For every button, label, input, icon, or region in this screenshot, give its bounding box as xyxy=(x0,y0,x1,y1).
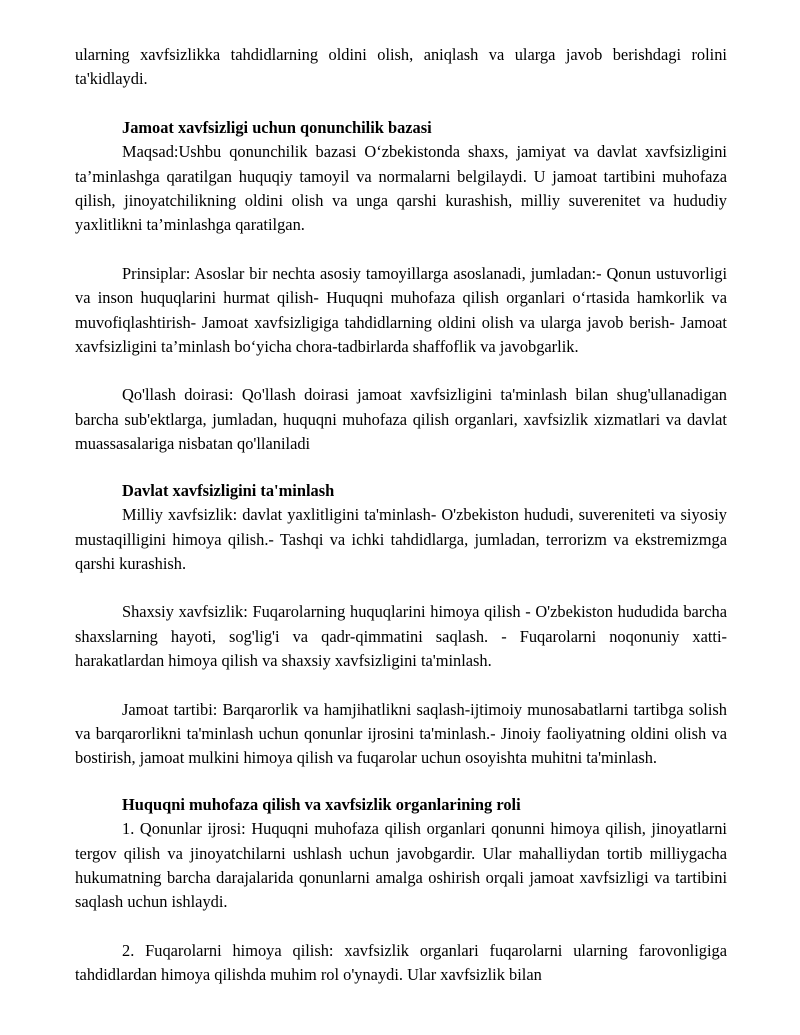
paragraph-principles: Prinsiplar: Asoslar bir nechta asosiy tamoyillarga asoslanadi, jumladan:- Qonun ustuvorligi va inson huquqlarini hurmat qilish- Huquqni muhofaza qilish organlari o‘rtasida hamkorlik va muvofiqlashtirish- Jamoat xavfsizligiga tahdidlarning oldini olish va ularga javob berish- Jamoat xavfsizligini ta’minlash bo‘yicha chora-tadbirlarda shaffoflik va javobgarlik. xyxy=(75,263,727,357)
section-heading-legal-framework: Jamoat xavfsizligi uchun qonunchilik bazasi xyxy=(122,117,432,137)
section-heading-law-enforcement-role: Huquqni muhofaza qilish va xavfsizlik organlarining roli xyxy=(122,794,521,814)
paragraph-citizen-protection: 2. Fuqarolarni himoya qilish: xavfsizlik organlari fuqarolarni ularning farovonligiga tahdidlardan himoya qilishda muhim rol o'ynaydi. Ular xavfsizlik bilan xyxy=(75,940,727,985)
intro-paragraph: ularning xavfsizlikka tahdidlarning oldini olish, aniqlash va ularga javob berishdagi rolini ta'kidlaydi. xyxy=(75,45,727,89)
section-heading-state-security: Davlat xavfsizligini ta'minlash xyxy=(122,480,335,500)
paragraph-scope: Qo'llash doirasi: Qo'llash doirasi jamoat xavfsizligini ta'minlash bilan shug'ullanadigan barcha sub'ektlarga, jumladan, huquqni muhofaza qilish organlari, xavfsizlik xizmatlari va davlat muassasalariga nisbatan qo'llaniladi xyxy=(75,385,727,454)
paragraph-personal-security: Shaxsiy xavfsizlik: Fuqarolarning huquqlarini himoya qilish - O'zbekiston hududida barcha shaxslarning hayoti, sog'lig'i va qadr-qimmatini saqlash. - Fuqarolarni noqonuniy xatti-harakatlardan himoya qilish va shaxsiy xavfsizligini ta'minlash. xyxy=(75,602,727,671)
paragraph-national-security: Milliy xavfsizlik: davlat yaxlitligini ta'minlash- O'zbekiston hududi, suvereniteti va siyosiy mustaqilligini himoya qilish.- Tashqi va ichki tahdidlarga, jumladan, terrorizm va ekstremizmga qarshi kurashish. xyxy=(75,505,727,573)
paragraph-law-enforcement: 1. Qonunlar ijrosi: Huquqni muhofaza qilish organlari qonunni himoya qilish, jinoyatlarni tergov qilish va jinoyatchilarni ushlash uchun javobgardir. Ular mahalliydan tortib milliygacha hukumatning barcha darajalarida qonunlarni amalga oshirish orqali jamoat xavfsizligi va tartibini saqlash uchun ishlaydi. xyxy=(75,819,727,912)
paragraph-purpose: Maqsad:Ushbu qonunchilik bazasi O‘zbekistonda shaxs, jamiyat va davlat xavfsizligini ta’minlashga qaratilgan huquqiy tamoyil va normalarni belgilaydi. U jamoat tartibini muhofaza qilish, jinoyatchilikning oldini olish va unga qarshi kurashish, milliy suverenitet va hududiy yaxlitlikni ta’minlashga qaratilgan. xyxy=(75,142,727,235)
paragraph-public-order: Jamoat tartibi: Barqarorlik va hamjihatlikni saqlash-ijtimoiy munosabatlarni tartibga solish va barqarorlikni ta'minlash uchun qonunlar ijrosini ta'minlash.- Jinoiy faoliyatning oldini olish va bostirish, jamoat mulkini himoya qilish va fuqarolar uchun osoyishta muhitni ta'minlash. xyxy=(75,699,727,768)
